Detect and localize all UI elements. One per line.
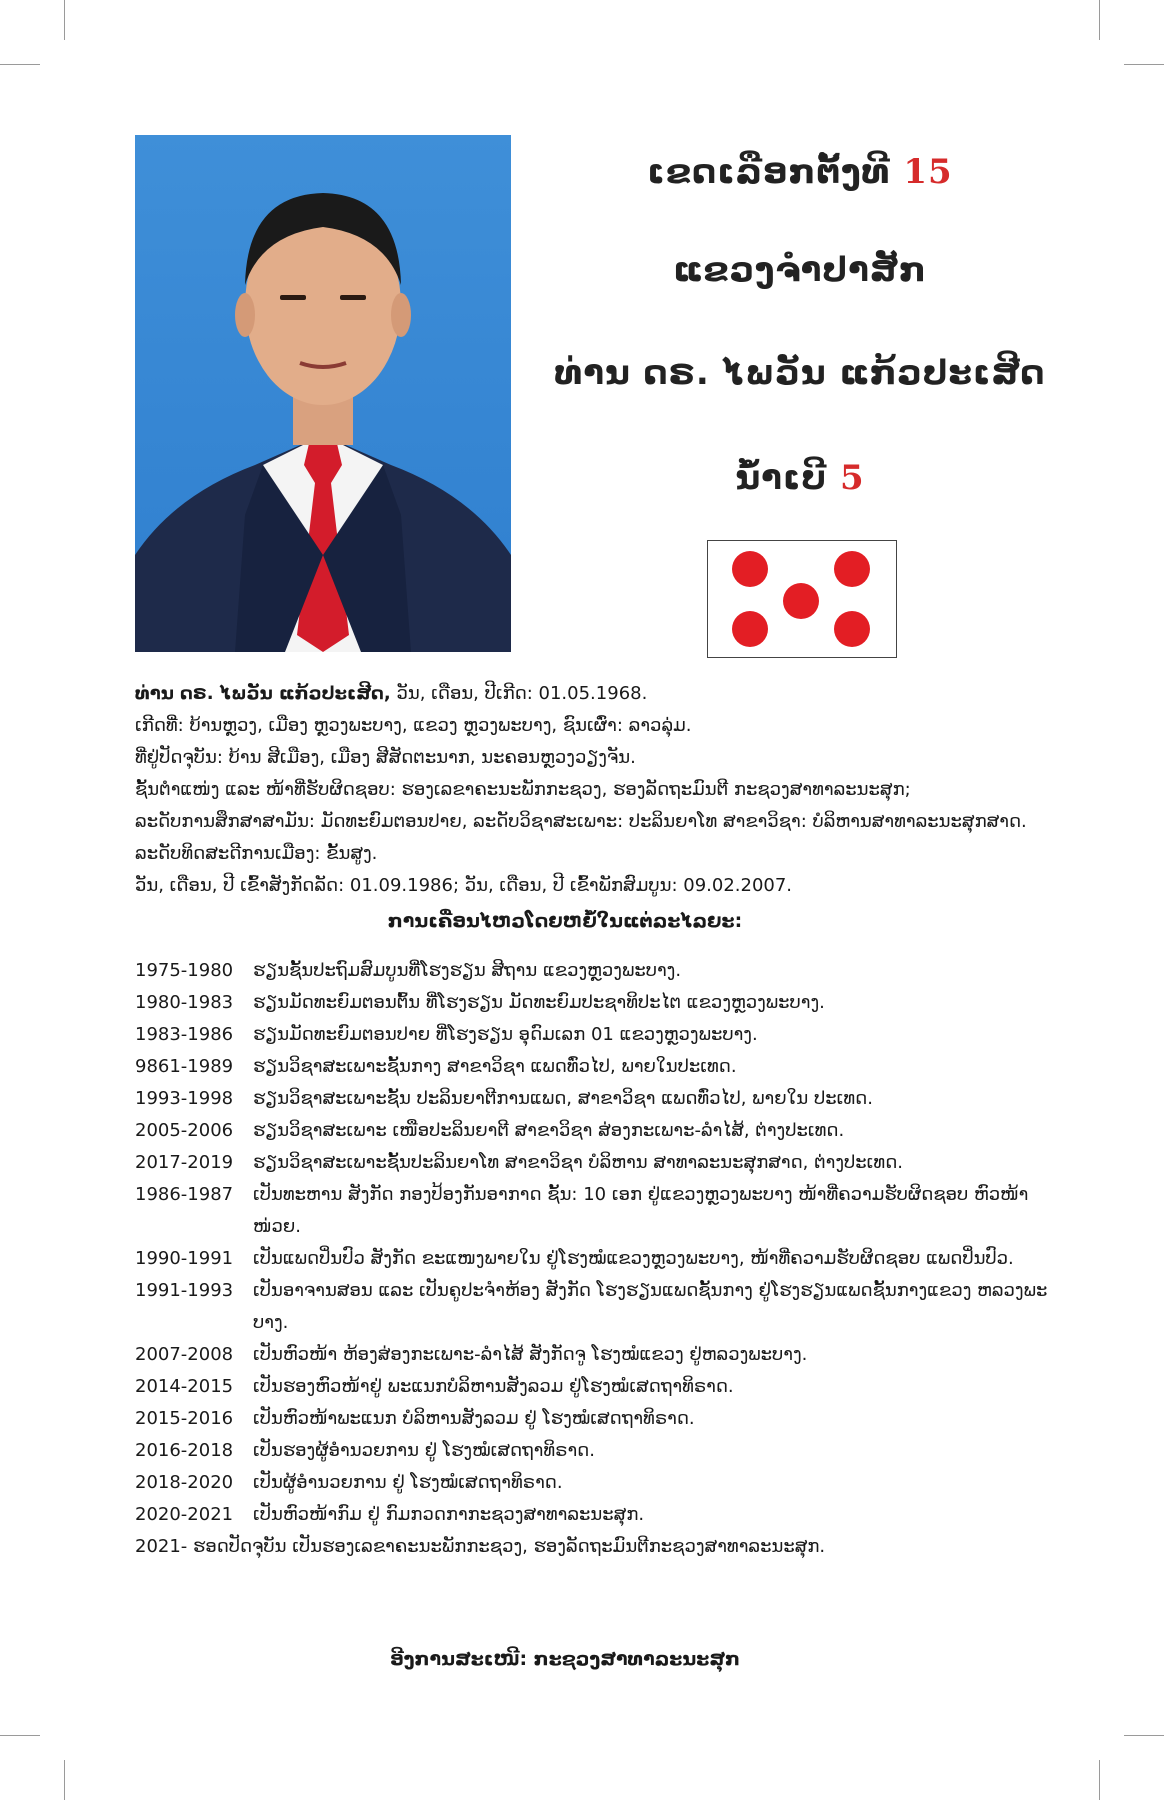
timeline-heading: ການເຄື່ອນໄຫວໂດຍຫຍໍ້ໃນແຕ່ລະໄລຍະ: bbox=[387, 910, 743, 932]
timeline-row: 1983-1986 ຮຽນມັດທະຍົມຕອນປາຍ ທີ່ໂຮງຮຽນ ອຸດົມເລກ 01 ແຂວງຫຼວງພະບາງ. bbox=[135, 1024, 758, 1045]
province-title: ແຂວງຈຳປາສັກ bbox=[673, 250, 927, 290]
timeline-row: 1993-1998 ຮຽນວິຊາສະເພາະຊັ້ນ ປະລິນຍາຕີການແພດ, ສາຂາວິຊາ ແພດທົ່ວໄປ, ພາຍໃນ ປະເທດ. bbox=[135, 1088, 873, 1109]
timeline-row: 1990-1991 ເປັນແພດປິ່ນປົວ ສັງກັດ ຂະແໜງພາຍໃນ ຢູ່ໂຮງໝໍແຂວງຫຼວງພະບາງ, ໜ້າທີ່ຄວາມຮັບຜິດຊອບ ແພດປິ່ນປົວ. bbox=[135, 1248, 1014, 1269]
candidate-number bbox=[520, 458, 1080, 498]
footer-source: ອີງການສະເໜີ: ກະຊວງສາທາລະນະສຸກ bbox=[389, 1648, 741, 1670]
crop-mark bbox=[1124, 1735, 1164, 1736]
crop-mark bbox=[1099, 1760, 1100, 1800]
timeline-row: 1991-1993 ເປັນອາຈານສອນ ແລະ ເປັນຄູປະຈຳຫ້ອງ ສັງກັດ ໂຮງຮຽນແພດຊັ້ນກາງ ຢູ່ໂຮງຮຽນແພດຊັ້ນກາງແຂວງ ຫລວງພະບາງ. bbox=[135, 1280, 1048, 1333]
timeline-row: 2017-2019 ຮຽນວິຊາສະເພາະຊັ້ນປະລິນຍາໂທ ສາຂາວິຊາ ບໍລິຫານ ສາທາລະນະສຸກສາດ, ຕ່າງປະເທດ. bbox=[135, 1152, 903, 1173]
timeline-row: 2018-2020 ເປັນຜູ້ອຳນວຍການ ຢູ່ ໂຮງໝໍເສດຖາທິຣາດ. bbox=[135, 1472, 563, 1493]
timeline-row: 1986-1987 ເປັນທະຫານ ສັງກັດ ກອງປ້ອງກັນອາກາດ ຊັ້ນ: 10 ເອກ ຢູ່ແຂວງຫຼວງພະບາງ ໜ້າທີ່ຄວາມຮັບຜິດຊອບ ຫົວໜ້າໜ່ວຍ. bbox=[135, 1184, 1029, 1237]
dice-number-box bbox=[707, 540, 897, 658]
timeline-row: 2015-2016 ເປັນຫົວໜ້າພະແນກ ບໍລິຫານສັງລວມ ຢູ່ ໂຮງໝໍເສດຖາທິຣາດ. bbox=[135, 1408, 695, 1429]
crop-mark bbox=[64, 0, 65, 40]
district-title bbox=[520, 152, 1080, 192]
bio-name: ທ່ານ ດຣ. ໄພວັນ ແກ້ວປະເສີດ, bbox=[135, 683, 391, 704]
dice-dot bbox=[732, 551, 768, 587]
bio-line-dob: ທ່ານ ດຣ. ໄພວັນ ແກ້ວປະເສີດ, ວັນ, ເດືອນ, ປີເກີດ: 01.05.1968. bbox=[135, 683, 648, 704]
number-value: 5 bbox=[840, 458, 865, 498]
candidate-name: ທ່ານ ດຣ. ໄພວັນ ແກ້ວປະເສີດ bbox=[554, 353, 1046, 393]
bio-line-residence: ທີ່ຢູ່ປັດຈຸບັນ: ບ້ານ ສີເມືອງ, ເມືອງ ສີສັດຕະນາກ, ນະຄອນຫຼວງວຽງຈັນ. bbox=[135, 747, 636, 768]
dice-dot bbox=[783, 583, 819, 619]
timeline-row: 2016-2018 ເປັນຮອງຜູ້ອຳນວຍການ ຢູ່ ໂຮງໝໍເສດຖາທິຣາດ. bbox=[135, 1440, 595, 1461]
timeline-row: 1980-1983 ຮຽນມັດທະຍົມຕອນຕົ້ນ ທີ່ໂຮງຮຽນ ມັດທະຍົມປະຊາທິປະໄຕ ແຂວງຫຼວງພະບາງ. bbox=[135, 992, 825, 1013]
timeline-list bbox=[135, 955, 1065, 1563]
timeline-row-current: 2021- ຮອດປັດຈຸບັນ ເປັນຮອງເລຂາຄະນະພັກກະຊວງ, ຮອງລັດຖະມົນຕີກະຊວງສາທາລະນະສຸກ. bbox=[135, 1536, 826, 1557]
timeline-row: 9861-1989 ຮຽນວິຊາສະເພາະຊັ້ນກາງ ສາຂາວິຊາ ແພດທົ່ວໄປ, ພາຍໃນປະເທດ. bbox=[135, 1056, 737, 1077]
bio-line-birthplace: ເກີດທີ່: ບ້ານຫຼວງ, ເມືອງ ຫຼວງພະບາງ, ແຂວງ ຫຼວງພະບາງ, ຊົນເຜົ່າ: ລາວລຸ່ມ. bbox=[135, 715, 692, 736]
crop-mark bbox=[1124, 64, 1164, 65]
bio-line-position: ຊັ້ນຕຳແໜ່ງ ແລະ ໜ້າທີ່ຮັບຜິດຊອບ: ຮອງເລຂາຄະນະພັກກະຊວງ, ຮອງລັດຖະມົນຕີ ກະຊວງສາທາລະນະສຸກ; bbox=[135, 779, 911, 800]
timeline-row: 2020-2021 ເປັນຫົວໜ້າກົມ ຢູ່ ກົມກວດກາກະຊວງສາທາລະນະສຸກ. bbox=[135, 1504, 645, 1525]
district-label: ເຂດເລືອກຕັ້ງທີ bbox=[647, 152, 891, 192]
crop-mark bbox=[0, 64, 40, 65]
timeline-row: 2005-2006 ຮຽນວິຊາສະເພາະ ເໜືອປະລິນຍາຕີ ສາຂາວິຊາ ສ່ອງກະເພາະ-ລຳໄສ້, ຕ່າງປະເທດ. bbox=[135, 1120, 845, 1141]
dice-dot bbox=[732, 611, 768, 647]
bio-line-political: ລະດັບທິດສະດີການເມືອງ: ຂັ້ນສູງ. bbox=[135, 843, 378, 864]
dice-dot bbox=[834, 611, 870, 647]
crop-mark bbox=[1099, 0, 1100, 40]
district-number: 15 bbox=[903, 152, 953, 192]
dice-dot bbox=[834, 551, 870, 587]
number-label: ນໍ້າເບີ bbox=[735, 458, 828, 498]
timeline-row: 2014-2015 ເປັນຮອງຫົວໜ້າຢູ່ ພະແນກບໍລິຫານສັງລວມ ຢູ່ໂຮງໝໍເສດຖາທິຣາດ. bbox=[135, 1376, 734, 1397]
biography bbox=[135, 678, 1065, 902]
bio-line-education: ລະດັບການສຶກສາສາມັນ: ມັດທະຍົມຕອນປາຍ, ລະດັບວິຊາສະເພາະ: ປະລິນຍາໂທ ສາຂາວິຊາ: ບໍລິຫານສາທາລະນະສຸກສາດ. bbox=[135, 811, 1027, 832]
timeline-row: 1975-1980 ຮຽນຊັ້ນປະຖົມສົມບູນທີ່ໂຮງຮຽນ ສີຖານ ແຂວງຫຼວງພະບາງ. bbox=[135, 960, 682, 981]
crop-mark bbox=[0, 1735, 40, 1736]
candidate-photo bbox=[135, 135, 511, 652]
crop-mark bbox=[64, 1760, 65, 1800]
timeline-row: 2007-2008 ເປັນຫົວໜ້າ ຫ້ອງສ່ອງກະເພາະ-ລຳໄສ້ ສັງກັດຈູ ໂຮງໝໍແຂວງ ຢູ່ຫລວງພະບາງ. bbox=[135, 1344, 808, 1365]
bio-line-party: ວັນ, ເດືອນ, ປີ ເຂົ້າສັງກັດລັດ: 01.09.1986; ວັນ, ເດືອນ, ປີ ເຂົ້າພັກສົມບູນ: 09.02.2007. bbox=[135, 875, 793, 896]
